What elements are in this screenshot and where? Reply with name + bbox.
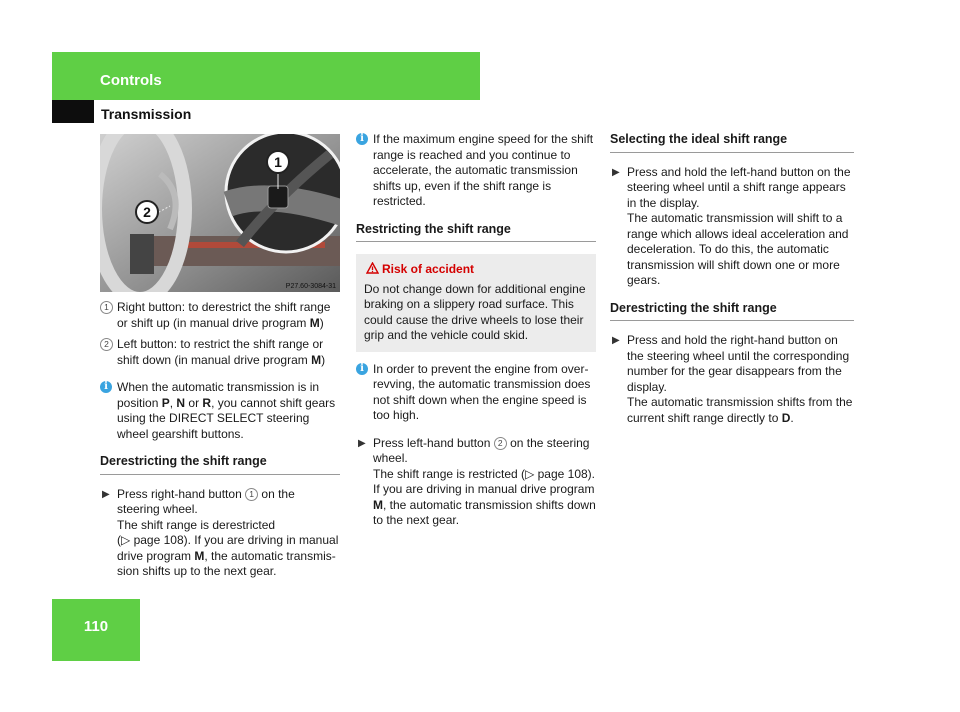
info-3-text: In order to prevent the engine from over-revving, the automatic transmission does not shift down when the engine speed is too high. xyxy=(373,361,591,422)
warning-text: Do not change down for additional engine braking on a slippery road surface. This could cause the drive wheels to lose their grip and the vehicle could skid. xyxy=(364,281,586,342)
step-1-d: page 108). If you are driving in manual drive program xyxy=(117,533,339,563)
info-note-2 xyxy=(356,132,596,210)
step-arrow-icon: ▶ xyxy=(358,437,366,449)
step-3-b: The automatic transmission will shift to a range which allows ideal acceleration and deceleration. To do this, the automatic transmission will shift down one or more gears. xyxy=(627,211,849,287)
steering-wheel-illustration xyxy=(100,134,340,292)
legend-1-text: Right button: to derestrict the shift range or shift up (in manual drive program xyxy=(117,300,331,330)
step-press-right: ▶ Press right-hand button 1 on the steering wheel. The shift range is derestricted (▷ page 108). If you are driving in manual drive program M, the automatic transmission shifts up to the next gear. xyxy=(102,486,339,578)
warning-box xyxy=(356,254,596,352)
column-2 xyxy=(356,132,596,535)
warning-title xyxy=(364,262,588,278)
heading-ideal-range: Selecting the ideal shift range xyxy=(610,132,854,153)
step-arrow-icon: ▶ xyxy=(102,488,110,500)
step-2-a: Press left-hand button xyxy=(373,435,494,450)
legend-1-bold: M xyxy=(309,315,320,330)
section-title: Controls xyxy=(100,72,162,89)
page-ref-icon: ▷ xyxy=(121,533,131,547)
step-1-e: , the automatic transmission shifts up to the next gear. xyxy=(117,548,336,578)
callout-2-badge: 2 xyxy=(100,338,113,351)
info-icon: i xyxy=(356,363,368,375)
warning-triangle-icon xyxy=(366,262,379,274)
info-1-n: N xyxy=(176,395,186,410)
callout-1-badge: 1 xyxy=(245,488,258,501)
step-press-left xyxy=(356,436,596,529)
column-3 xyxy=(610,132,854,432)
step-2-bold: M xyxy=(373,497,383,512)
step-2-b: on the steering wheel. xyxy=(373,435,590,465)
step-2-c-page: page 108). xyxy=(534,466,596,481)
header-marker xyxy=(52,100,94,123)
page-number: 110 xyxy=(83,618,109,635)
step-1-c: The shift range is derestricted xyxy=(117,517,276,532)
legend-2-bold: M xyxy=(311,352,322,367)
legend-item-2 xyxy=(100,337,340,368)
info-icon: i xyxy=(356,133,368,145)
legend-2-text: Left button: to restrict the shift range or shift down (in manual drive program xyxy=(117,337,324,367)
callout-2-label: 2 xyxy=(143,204,151,220)
legend-1-end: ) xyxy=(319,315,324,330)
step-1-a: Press right-hand button xyxy=(117,486,246,501)
info-note-3 xyxy=(356,362,596,424)
info-1-sep1: , xyxy=(169,395,177,410)
step-4-a: Press and hold the right-hand button on the steering wheel until the corresponding number for the gear disappears from the display. xyxy=(627,333,850,394)
step-2-c: The shift range is restricted ( xyxy=(373,466,526,481)
step-2-e: , the automatic transmission shifts down to the next gear. xyxy=(373,497,596,527)
step-4-bold: D xyxy=(781,410,791,425)
step-arrow-icon: ▶ xyxy=(612,335,620,346)
step-1-bold: M xyxy=(194,548,205,563)
step-2-d: If you are driving in manual drive program xyxy=(373,482,595,496)
step-3-a: Press and hold the left-hand button on the steering wheel until a shift range appears in the display. xyxy=(627,164,851,210)
info-icon: i xyxy=(100,381,112,393)
heading-restricting: Restricting the shift range xyxy=(356,222,596,243)
info-1-d: , you cannot shift gears using the DIRECT SELECT steering wheel gearshift buttons. xyxy=(117,395,336,441)
callout-1-label: 1 xyxy=(274,154,282,170)
step-arrow-icon: ▶ xyxy=(612,166,620,178)
callout-1-badge: 1 xyxy=(100,301,113,314)
legend-2-end: ) xyxy=(321,352,326,367)
warning-title-text: Risk of accident xyxy=(382,262,475,276)
photo-code: P27.60-3084-31 xyxy=(285,283,336,290)
step-1-b: on the steering wheel. xyxy=(117,486,295,516)
info-1-r: R xyxy=(202,395,212,410)
heading-derestricting: Derestricting the shift range xyxy=(100,454,340,475)
page-ref-icon: ▷ xyxy=(525,466,535,481)
info-note-1 xyxy=(100,380,340,442)
column-1 xyxy=(100,134,340,586)
step-derestrict-hold xyxy=(610,333,854,426)
steering-wheel-photo xyxy=(100,134,340,292)
step-ideal-range xyxy=(610,165,854,289)
callout-2-badge: 2 xyxy=(494,437,507,450)
info-2-text: If the maximum engine speed for the shift range is reached and you continue to accelerate, the automatic transmission shifts up, even if the shift range is restricted. xyxy=(373,132,594,208)
step-4-b: The automatic transmission shifts from the current shift range directly to xyxy=(627,395,853,425)
heading-derestricting-2: Derestricting the shift range xyxy=(610,301,854,322)
info-1-sep2: or xyxy=(185,395,203,410)
subsection-title: Transmission xyxy=(101,106,192,122)
step-4-end: . xyxy=(790,410,794,425)
info-1-a: When the automatic transmission is in position xyxy=(117,380,320,410)
legend-item-1 xyxy=(100,300,340,331)
info-1-p: P xyxy=(161,395,170,410)
